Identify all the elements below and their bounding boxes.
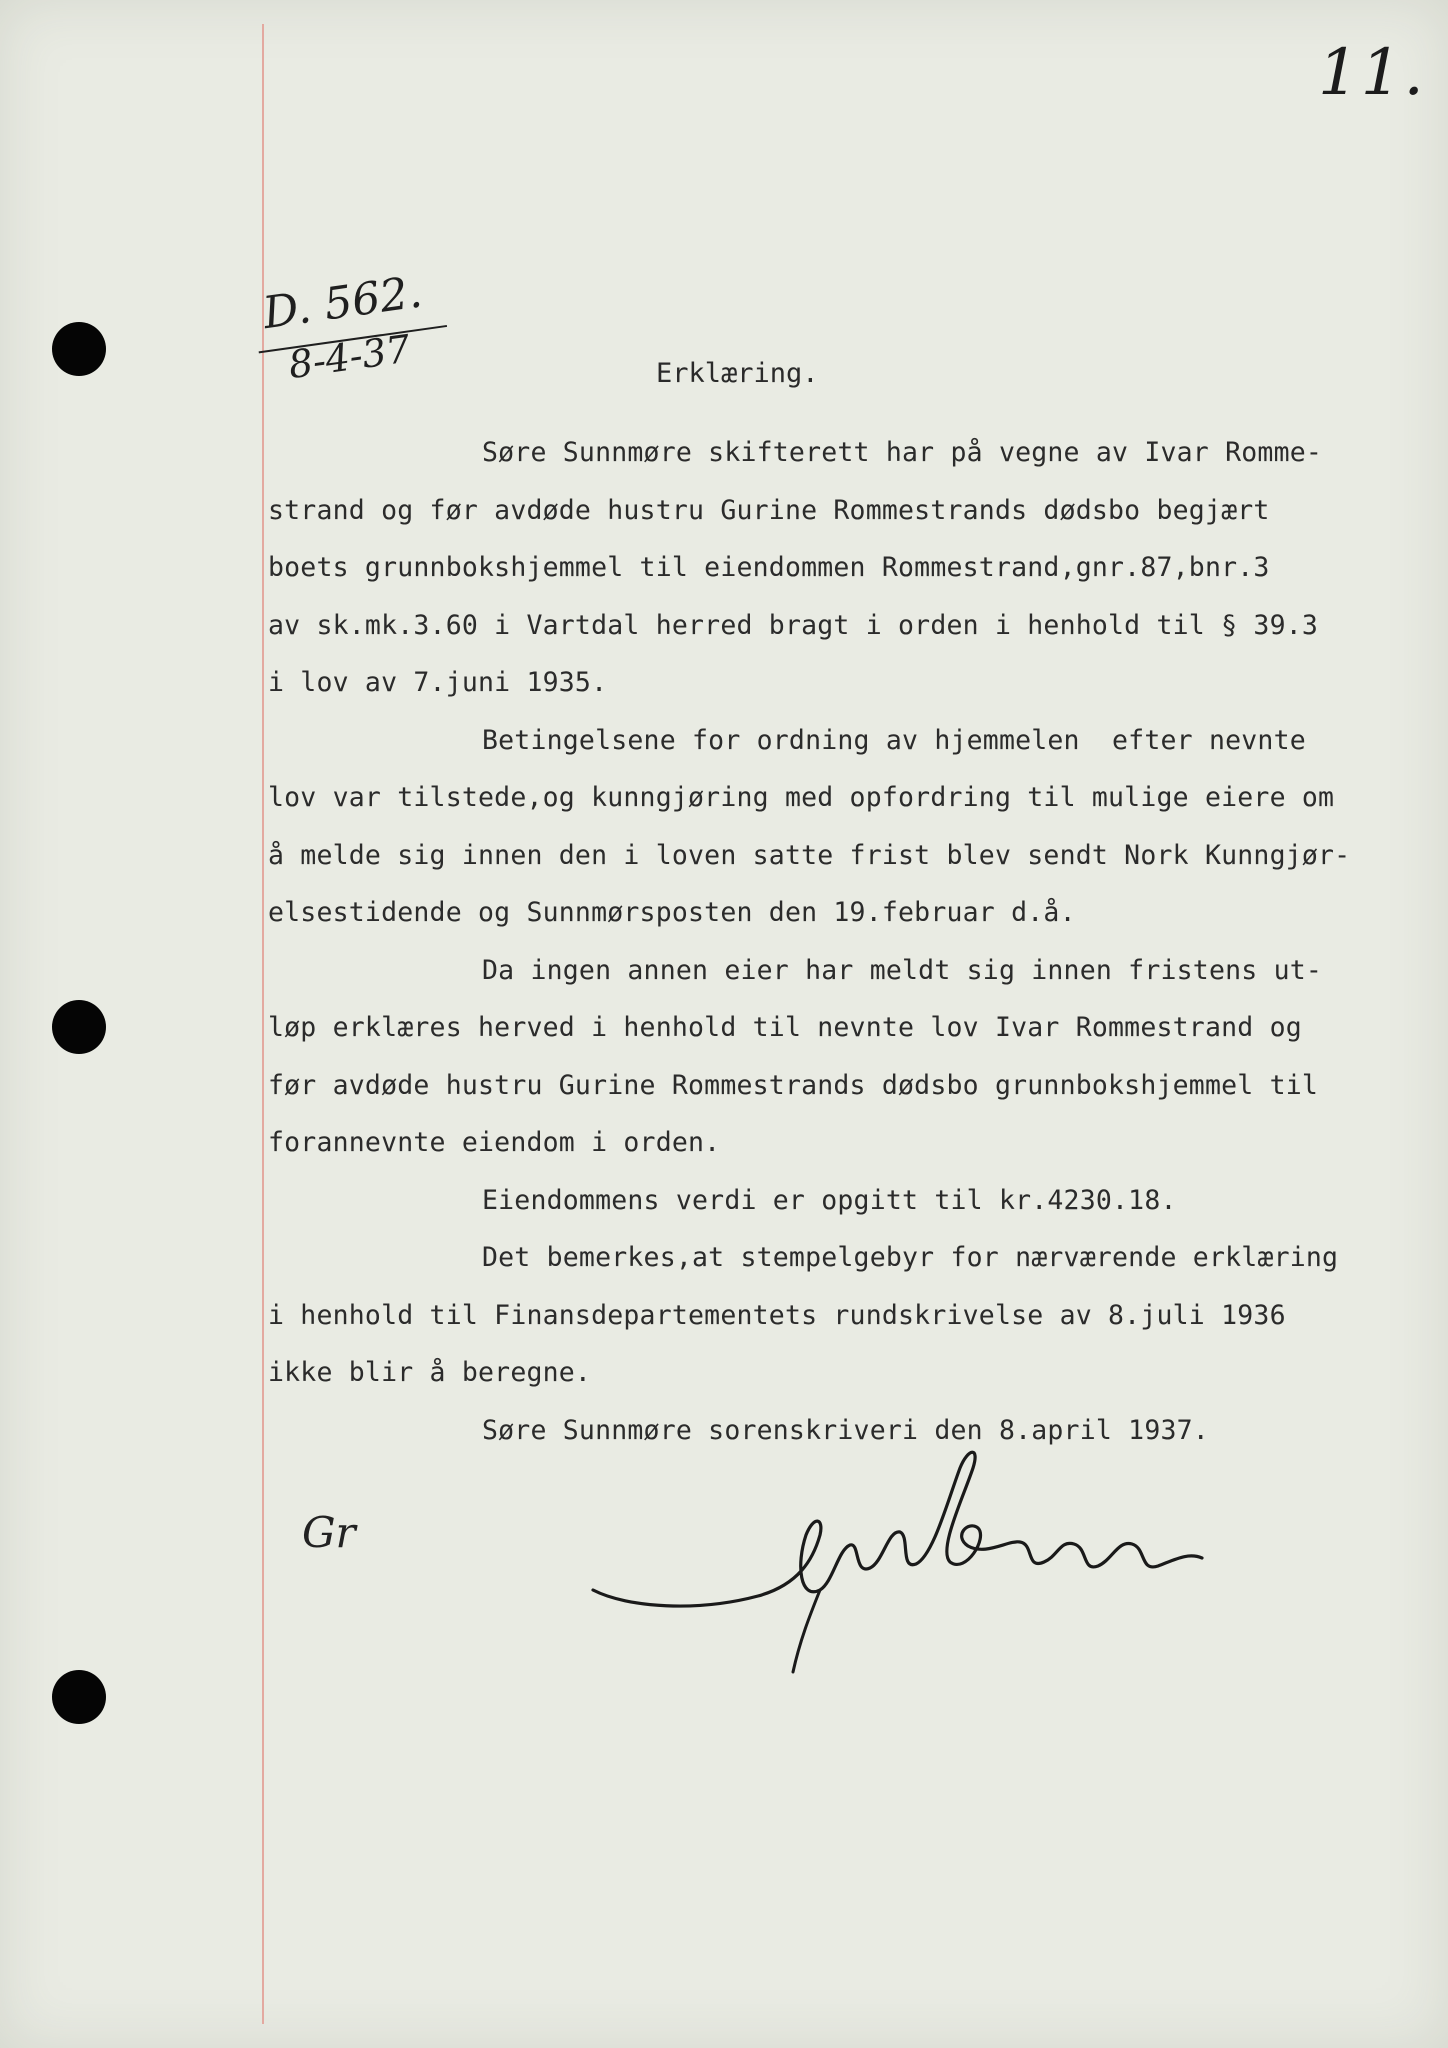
punch-hole	[52, 322, 106, 376]
punch-hole	[52, 1670, 106, 1724]
handwritten-signature	[588, 1440, 1228, 1680]
text-line: Søre Sunnmøre sorenskriveri den 8.april 1937.	[482, 1414, 1209, 1446]
page-number: 11.	[1318, 36, 1426, 110]
text-line: ikke blir å beregne.	[268, 1357, 592, 1388]
document-title: Erklæring.	[656, 358, 819, 389]
text-line: strand og før avdøde hustru Gurine Rommestrands dødsbo begjært	[268, 494, 1270, 526]
text-line: Da ingen annen eier har meldt sig innen fristens ut-	[482, 954, 1323, 986]
text-line: Eiendommens verdi er opgitt til kr.4230.18.	[482, 1184, 1177, 1216]
text-line: boets grunnbokshjemmel til eiendommen Rommestrand,gnr.87,bnr.3	[268, 552, 1270, 583]
reference-note	[250, 261, 475, 409]
text-line: Søre Sunnmøre skifterett har på vegne av Ivar Romme-	[482, 437, 1323, 468]
text-line: i henhold til Finansdepartementets rundskrivelse av 8.juli 1936	[268, 1299, 1286, 1331]
text-line: elsestidende og Sunnmørsposten den 19.februar d.å.	[268, 897, 1076, 928]
text-line: av sk.mk.3.60 i Vartdal herred bragt i orden i henhold til § 39.3	[268, 609, 1319, 641]
text-line: løp erklæres herved i henhold til nevnte lov Ivar Rommestrand og	[268, 1012, 1302, 1043]
initials: Gr	[302, 1508, 356, 1557]
text-line: å melde sig innen den i loven satte frist blev sendt Nork Kunngjør-	[268, 839, 1351, 871]
text-line: før avdøde hustru Gurine Rommestrands dødsbo grunnbokshjemmel til	[268, 1069, 1319, 1101]
text-line: Det bemerkes,at stempelgebyr for nærværende erklæring	[482, 1242, 1339, 1273]
reference-number: D. 562.	[259, 266, 426, 340]
text-line: lov var tilstede,og kunngjøring med opfordring til mulige eiere om	[268, 782, 1335, 813]
text-line: i lov av 7.juni 1935.	[268, 667, 608, 698]
punch-hole	[52, 1000, 106, 1054]
reference-date: 8-4-37	[285, 326, 414, 388]
document-body	[268, 424, 1418, 1459]
text-line: Betingelsene for ordning av hjemmelen efter nevnte	[482, 724, 1306, 756]
text-line: forannevnte eiendom i orden.	[268, 1127, 721, 1158]
